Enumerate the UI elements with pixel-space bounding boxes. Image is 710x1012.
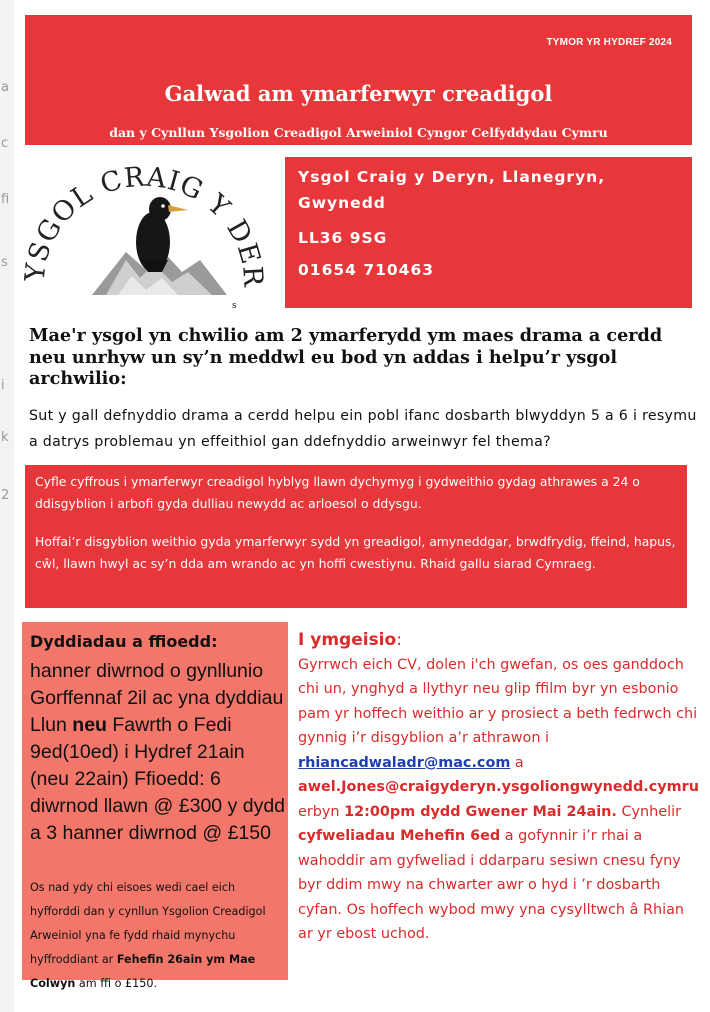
info-box bbox=[25, 465, 687, 608]
school-logo bbox=[22, 160, 267, 310]
edge-letter: a bbox=[1, 80, 9, 95]
note-text-a: Os nad ydy chi eisoes wedi cael eich hyfforddi dan y cynllun Ysgolion Creadigol Arweiniol yna fe fydd rhaid mynychu hyffroddiant ar bbox=[30, 881, 266, 966]
page-edge-strip bbox=[0, 0, 15, 1012]
apply-text-4: Cynhelir bbox=[621, 803, 682, 820]
apply-text-5: a gofynnir i’r rhai a wahoddir am gyfweliad i ddarparu sesiwn cnesu fyny byr ddim mwy na chwarter awr o hyd i ’r dosbarth cyfan. Os hoffech wybod mwy yna cysylltwch â Rhian ar yr ebost uchod. bbox=[298, 828, 685, 942]
deadline: 12:00pm dydd Gwener Mai 24ain. bbox=[344, 803, 617, 820]
interview-date: cyfweliadau Mehefin 6ed bbox=[298, 828, 501, 844]
edge-letter: fi bbox=[1, 192, 10, 207]
logo-suffix: s bbox=[232, 301, 237, 310]
apply-text-3: erbyn bbox=[298, 803, 340, 820]
info-paragraph-2: Hoffai’r disgyblion weithio gyda ymarferwyr sydd yn greadigol, amyneddgar, brwdfrydig, ffeind, hapus, cŵl, llawn hwyl ac sy’n dda am wrando ac yn hoffi cwestiynu. Rhaid gallu siarad Cymraeg. bbox=[35, 534, 676, 571]
address-line-1: Ysgol Craig y Deryn, Llanegryn, bbox=[298, 168, 606, 186]
dates-text-neu: neu bbox=[72, 714, 107, 736]
apply-heading-text: I ymgeisio bbox=[298, 630, 397, 650]
training-note bbox=[30, 876, 288, 996]
note-training-date: Fehefin 26ain ym Mae Colwyn bbox=[30, 953, 256, 990]
apply-body bbox=[298, 653, 698, 947]
edition-label: TYMOR YR HYDREF 2024 bbox=[546, 37, 672, 48]
edge-letter: i bbox=[1, 378, 5, 393]
header-banner bbox=[25, 15, 692, 145]
edge-letter: c bbox=[1, 136, 9, 151]
info-paragraph-1: Cyfle cyffrous i ymarferwyr creadigol hyblyg llawn dychymyg i gydweithio gydag athrawes a 24 o ddisgyblion i arbofi gyda dulliau newydd ac arloesol o ddysgu. bbox=[35, 474, 640, 511]
edge-letter: 2 bbox=[1, 488, 10, 503]
apply-section bbox=[298, 628, 698, 947]
email-awel: awel.Jones@craigyderyn.ysgoliongwynedd.cymru bbox=[298, 779, 699, 795]
email-link-rhian[interactable]: rhiancadwaladr@mac.com bbox=[298, 754, 511, 771]
headline: Mae'r ysgol yn chwilio am 2 ymarferydd ym maes drama a cerdd neu unrhyw un sy’n meddwl eu bod yn addas i helpu’r ysgol archwilio: bbox=[29, 325, 663, 389]
address-box bbox=[285, 157, 692, 308]
apply-heading-colon: : bbox=[396, 630, 402, 650]
dates-text-b: Fawrth o Fedi 9ed(10ed) i Hydref 21ain (neu 22ain) Ffioedd: 6 diwrnod llawn @ £300 y dydd a 3 hanner diwrnod @ £150 bbox=[30, 714, 286, 844]
edge-letter: s bbox=[1, 255, 8, 270]
dates-text-a: hanner diwrnod o gynllunio Gorffennaf 2il ac yna dyddiau Llun bbox=[30, 660, 284, 736]
guiding-question: Sut y gall defnyddio drama a cerdd helpu ein pobl ifanc dosbarth blwyddyn 5 a 6 i resymu a datrys problemau yn effeithiol gan ddefnyddio arweinwyr fel thema? bbox=[29, 408, 697, 450]
logo-text: YSGOL CRAIG Y DER bbox=[22, 161, 267, 288]
dates-body bbox=[30, 658, 288, 847]
apply-text-1: Gyrrwch eich CV, dolen i'ch gwefan, os oes ganddoch chi un, ynghyd a llythyr neu glip ffilm byr yn esbonio pam yr hoffech weithio ar y prosiect a beth fedrwch chi gynnig i’r disgyblion a’r athrawon i bbox=[298, 656, 698, 746]
note-text-b: am ffi o £150. bbox=[78, 977, 158, 990]
page-subtitle: dan y Cynllun Ysgolion Creadigol Arweiniol Cyngor Celfyddydau Cymru bbox=[109, 125, 608, 140]
postcode: LL36 9SG bbox=[298, 229, 388, 247]
phone-number: 01654 710463 bbox=[298, 261, 435, 279]
apply-text-2: a bbox=[514, 754, 524, 771]
edge-letter: k bbox=[1, 430, 9, 445]
address-line-2: Gwynedd bbox=[298, 194, 386, 212]
apply-heading bbox=[298, 628, 698, 653]
dates-heading: Dyddiadau a ffioedd: bbox=[30, 632, 218, 651]
page-title: Galwad am ymarferwyr creadigol bbox=[164, 81, 553, 106]
dates-fees-box bbox=[22, 622, 288, 990]
